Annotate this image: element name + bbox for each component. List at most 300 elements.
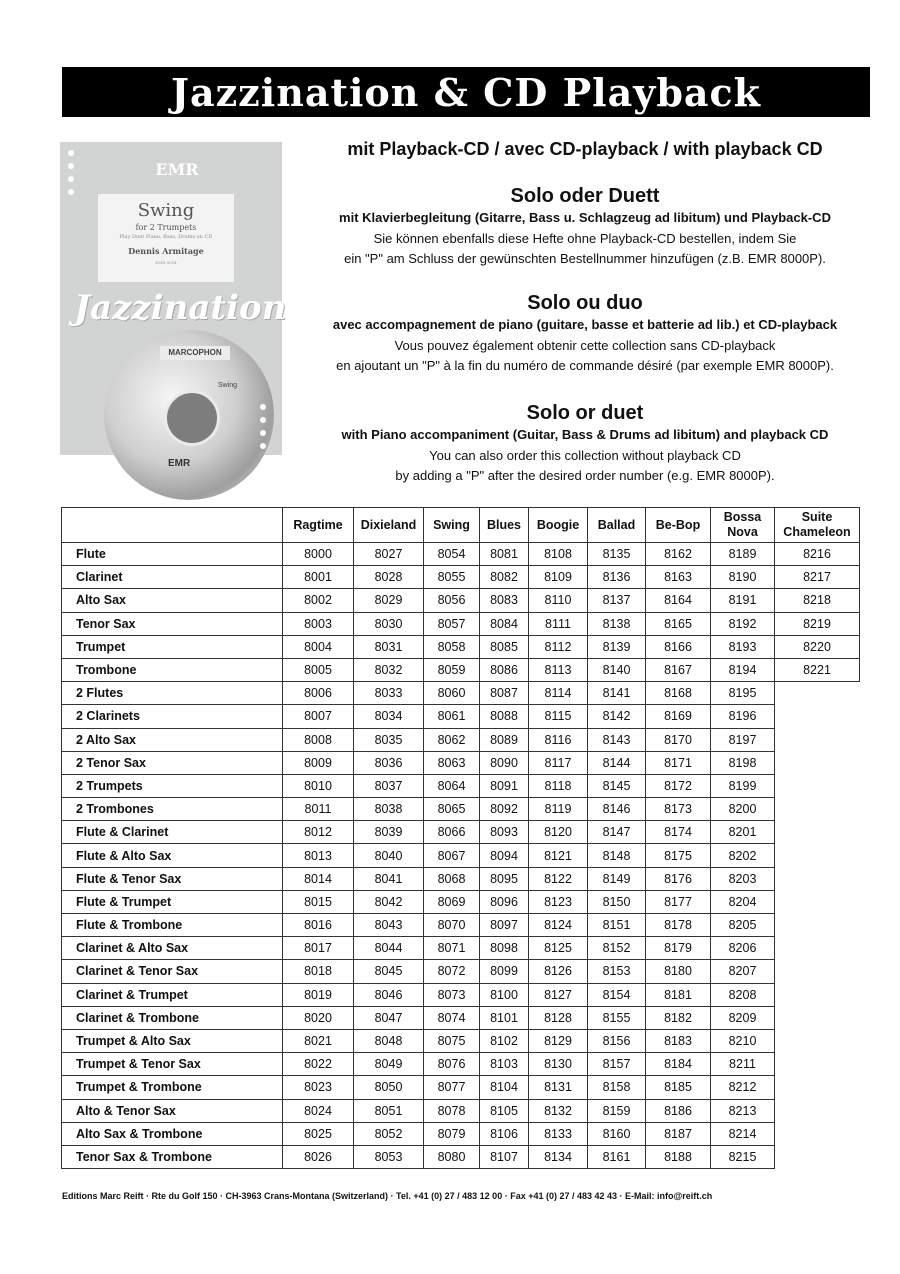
order-number-cell: 8164 bbox=[646, 589, 711, 612]
empty-cell bbox=[775, 844, 860, 867]
order-number-cell: 8101 bbox=[480, 1006, 529, 1029]
order-number-cell: 8194 bbox=[711, 658, 775, 681]
order-number-cell: 8087 bbox=[480, 682, 529, 705]
section-body-line: Sie können ebenfalls diese Hefte ohne Playback-CD bestellen, indem Sie bbox=[373, 231, 797, 246]
order-number-cell: 8034 bbox=[354, 705, 424, 728]
column-header: Bossa Nova bbox=[711, 508, 775, 543]
column-header: Blues bbox=[480, 508, 529, 543]
instrument-name: Trumpet bbox=[62, 635, 283, 658]
order-number-cell: 8090 bbox=[480, 751, 529, 774]
order-number-cell: 8095 bbox=[480, 867, 529, 890]
order-number-cell: 8041 bbox=[354, 867, 424, 890]
order-number-cell: 8203 bbox=[711, 867, 775, 890]
column-header: Swing bbox=[424, 508, 480, 543]
column-header: Ragtime bbox=[283, 508, 354, 543]
order-number-cell: 8132 bbox=[529, 1099, 588, 1122]
column-header: Dixieland bbox=[354, 508, 424, 543]
column-header: Be-Bop bbox=[646, 508, 711, 543]
order-number-cell: 8166 bbox=[646, 635, 711, 658]
empty-cell bbox=[775, 1029, 860, 1052]
table-row bbox=[62, 983, 860, 1006]
order-number-cell: 8197 bbox=[711, 728, 775, 751]
order-number-cell: 8002 bbox=[283, 589, 354, 612]
table-row bbox=[62, 612, 860, 635]
table-row bbox=[62, 1076, 860, 1099]
table-row bbox=[62, 566, 860, 589]
order-number-cell: 8131 bbox=[529, 1076, 588, 1099]
instrument-name: Flute & Alto Sax bbox=[62, 844, 283, 867]
cover-book-title: Swing bbox=[137, 200, 195, 221]
order-number-cell: 8188 bbox=[646, 1145, 711, 1168]
playback-headline: mit Playback-CD / avec CD-playback / with playback CD bbox=[347, 139, 823, 159]
empty-cell bbox=[775, 1006, 860, 1029]
binding-holes bbox=[68, 150, 78, 202]
empty-cell bbox=[775, 821, 860, 844]
order-number-cell: 8031 bbox=[354, 635, 424, 658]
order-number-cell: 8119 bbox=[529, 798, 588, 821]
disc-hub bbox=[164, 390, 220, 446]
section-subtitle: avec accompagnement de piano (guitare, basse et batterie ad lib.) et CD-playback bbox=[332, 317, 838, 332]
cd-disc-image bbox=[104, 330, 274, 500]
order-number-cell: 8125 bbox=[529, 937, 588, 960]
table-header-row bbox=[62, 508, 860, 543]
order-number-cell: 8189 bbox=[711, 543, 775, 566]
table-row bbox=[62, 705, 860, 728]
page-title-banner bbox=[62, 67, 870, 117]
order-number-cell: 8056 bbox=[424, 589, 480, 612]
empty-cell bbox=[775, 914, 860, 937]
order-number-cell: 8038 bbox=[354, 798, 424, 821]
order-number-cell: 8165 bbox=[646, 612, 711, 635]
cover-title-card bbox=[98, 194, 234, 282]
disc-logo: EMR bbox=[168, 458, 191, 469]
order-number-cell: 8120 bbox=[529, 821, 588, 844]
order-number-cell: 8213 bbox=[711, 1099, 775, 1122]
order-number-cell: 8151 bbox=[588, 914, 646, 937]
order-number-cell: 8097 bbox=[480, 914, 529, 937]
order-number-cell: 8061 bbox=[424, 705, 480, 728]
order-number-cell: 8210 bbox=[711, 1029, 775, 1052]
section-body-line: by adding a "P" after the desired order number (e.g. EMR 8000P). bbox=[395, 468, 775, 483]
order-number-cell: 8157 bbox=[588, 1053, 646, 1076]
order-number-cell: 8058 bbox=[424, 635, 480, 658]
order-number-cell: 8004 bbox=[283, 635, 354, 658]
order-number-cell: 8129 bbox=[529, 1029, 588, 1052]
order-number-cell: 8000 bbox=[283, 543, 354, 566]
order-number-cell: 8080 bbox=[424, 1145, 480, 1168]
order-number-cell: 8140 bbox=[588, 658, 646, 681]
publisher-logo: EMR bbox=[155, 160, 199, 179]
order-number-cell: 8124 bbox=[529, 914, 588, 937]
order-number-cell: 8055 bbox=[424, 566, 480, 589]
order-number-cell: 8177 bbox=[646, 890, 711, 913]
order-number-cell: 8196 bbox=[711, 705, 775, 728]
cover-code: EMR 8054 bbox=[155, 260, 177, 265]
order-number-cell: 8149 bbox=[588, 867, 646, 890]
order-number-cell: 8106 bbox=[480, 1122, 529, 1145]
section-german bbox=[290, 185, 880, 269]
order-number-cell: 8143 bbox=[588, 728, 646, 751]
order-number-cell: 8141 bbox=[588, 682, 646, 705]
section-title: Solo ou duo bbox=[527, 292, 643, 314]
order-number-cell: 8027 bbox=[354, 543, 424, 566]
order-number-cell: 8069 bbox=[424, 890, 480, 913]
disc-title: Swing bbox=[218, 382, 238, 389]
order-number-cell: 8005 bbox=[283, 658, 354, 681]
order-number-cell: 8093 bbox=[480, 821, 529, 844]
cover-author: Dennis Armitage bbox=[128, 246, 204, 256]
order-number-cell: 8200 bbox=[711, 798, 775, 821]
order-number-cell: 8047 bbox=[354, 1006, 424, 1029]
order-number-cell: 8199 bbox=[711, 774, 775, 797]
order-number-cell: 8155 bbox=[588, 1006, 646, 1029]
empty-cell bbox=[775, 728, 860, 751]
order-number-cell: 8022 bbox=[283, 1053, 354, 1076]
order-number-cell: 8029 bbox=[354, 589, 424, 612]
instrument-name: Clarinet & Tenor Sax bbox=[62, 960, 283, 983]
order-number-cell: 8128 bbox=[529, 1006, 588, 1029]
column-header: Ballad bbox=[588, 508, 646, 543]
order-number-cell: 8048 bbox=[354, 1029, 424, 1052]
order-number-cell: 8036 bbox=[354, 751, 424, 774]
section-subtitle: with Piano accompaniment (Guitar, Bass & Drums ad libitum) and playback CD bbox=[341, 427, 829, 442]
instrument-name: Flute bbox=[62, 543, 283, 566]
order-number-cell: 8216 bbox=[775, 543, 860, 566]
order-number-cell: 8075 bbox=[424, 1029, 480, 1052]
order-number-cell: 8089 bbox=[480, 728, 529, 751]
instrument-name: Clarinet bbox=[62, 566, 283, 589]
empty-cell bbox=[775, 798, 860, 821]
order-number-cell: 8169 bbox=[646, 705, 711, 728]
order-number-cell: 8033 bbox=[354, 682, 424, 705]
instrument-name: 2 Clarinets bbox=[62, 705, 283, 728]
order-number-cell: 8122 bbox=[529, 867, 588, 890]
order-number-cell: 8167 bbox=[646, 658, 711, 681]
order-number-cell: 8153 bbox=[588, 960, 646, 983]
instrument-name: Flute & Trumpet bbox=[62, 890, 283, 913]
order-number-cell: 8076 bbox=[424, 1053, 480, 1076]
order-number-cell: 8011 bbox=[283, 798, 354, 821]
order-number-cell: 8067 bbox=[424, 844, 480, 867]
order-number-cell: 8024 bbox=[283, 1099, 354, 1122]
order-number-cell: 8204 bbox=[711, 890, 775, 913]
empty-cell bbox=[775, 1122, 860, 1145]
order-number-cell: 8010 bbox=[283, 774, 354, 797]
order-number-cell: 8028 bbox=[354, 566, 424, 589]
order-number-cell: 8217 bbox=[775, 566, 860, 589]
order-number-cell: 8117 bbox=[529, 751, 588, 774]
order-number-cell: 8163 bbox=[646, 566, 711, 589]
order-number-cell: 8064 bbox=[424, 774, 480, 797]
order-number-cell: 8148 bbox=[588, 844, 646, 867]
order-number-cell: 8115 bbox=[529, 705, 588, 728]
order-number-cell: 8202 bbox=[711, 844, 775, 867]
order-number-cell: 8015 bbox=[283, 890, 354, 913]
order-number-cell: 8073 bbox=[424, 983, 480, 1006]
order-number-cell: 8114 bbox=[529, 682, 588, 705]
order-number-cell: 8127 bbox=[529, 983, 588, 1006]
order-number-cell: 8006 bbox=[283, 682, 354, 705]
order-number-cell: 8111 bbox=[529, 612, 588, 635]
table-row bbox=[62, 635, 860, 658]
order-number-cell: 8059 bbox=[424, 658, 480, 681]
empty-cell bbox=[775, 1145, 860, 1168]
order-number-cell: 8049 bbox=[354, 1053, 424, 1076]
order-number-cell: 8118 bbox=[529, 774, 588, 797]
order-number-cell: 8104 bbox=[480, 1076, 529, 1099]
order-number-cell: 8108 bbox=[529, 543, 588, 566]
instrument-name: Alto Sax bbox=[62, 589, 283, 612]
order-number-cell: 8221 bbox=[775, 658, 860, 681]
order-number-cell: 8139 bbox=[588, 635, 646, 658]
order-number-cell: 8001 bbox=[283, 566, 354, 589]
order-number-cell: 8023 bbox=[283, 1076, 354, 1099]
empty-cell bbox=[775, 1099, 860, 1122]
order-number-cell: 8171 bbox=[646, 751, 711, 774]
order-number-cell: 8107 bbox=[480, 1145, 529, 1168]
table-row bbox=[62, 543, 860, 566]
column-header: Boogie bbox=[529, 508, 588, 543]
order-number-cell: 8207 bbox=[711, 960, 775, 983]
order-number-cell: 8181 bbox=[646, 983, 711, 1006]
order-number-cell: 8180 bbox=[646, 960, 711, 983]
order-number-cell: 8057 bbox=[424, 612, 480, 635]
order-number-cell: 8003 bbox=[283, 612, 354, 635]
section-english bbox=[290, 402, 880, 486]
order-number-cell: 8060 bbox=[424, 682, 480, 705]
order-number-cell: 8053 bbox=[354, 1145, 424, 1168]
instrument-name: Clarinet & Trumpet bbox=[62, 983, 283, 1006]
table-row bbox=[62, 1029, 860, 1052]
instrument-name: Clarinet & Trombone bbox=[62, 1006, 283, 1029]
section-body-line: ein "P" am Schluss der gewünschten Bestellnummer hinzufügen (z.B. EMR 8000P). bbox=[344, 251, 826, 266]
order-number-cell: 8084 bbox=[480, 612, 529, 635]
order-number-cell: 8193 bbox=[711, 635, 775, 658]
cover-book-subtitle: for 2 Trumpets bbox=[135, 223, 197, 232]
instrument-name: Tenor Sax & Trombone bbox=[62, 1145, 283, 1168]
empty-cell bbox=[775, 937, 860, 960]
section-title: Solo or duet bbox=[526, 402, 644, 424]
order-number-cell: 8184 bbox=[646, 1053, 711, 1076]
instrument-name: Flute & Trombone bbox=[62, 914, 283, 937]
table-row bbox=[62, 960, 860, 983]
order-number-cell: 8100 bbox=[480, 983, 529, 1006]
order-number-cell: 8054 bbox=[424, 543, 480, 566]
order-number-cell: 8112 bbox=[529, 635, 588, 658]
instrument-name: Trombone bbox=[62, 658, 283, 681]
order-number-cell: 8068 bbox=[424, 867, 480, 890]
table-row bbox=[62, 914, 860, 937]
order-number-cell: 8168 bbox=[646, 682, 711, 705]
order-number-cell: 8007 bbox=[283, 705, 354, 728]
order-number-cell: 8205 bbox=[711, 914, 775, 937]
order-number-cell: 8050 bbox=[354, 1076, 424, 1099]
order-number-cell: 8170 bbox=[646, 728, 711, 751]
header-instrument bbox=[62, 508, 283, 543]
table-row bbox=[62, 682, 860, 705]
order-number-cell: 8096 bbox=[480, 890, 529, 913]
section-body-line: Vous pouvez également obtenir cette collection sans CD-playback bbox=[394, 338, 776, 353]
order-number-cell: 8133 bbox=[529, 1122, 588, 1145]
table-row bbox=[62, 1006, 860, 1029]
order-number-cell: 8126 bbox=[529, 960, 588, 983]
order-number-cell: 8218 bbox=[775, 589, 860, 612]
order-number-cell: 8173 bbox=[646, 798, 711, 821]
order-number-cell: 8098 bbox=[480, 937, 529, 960]
order-number-cell: 8013 bbox=[283, 844, 354, 867]
disc-label: MARCOPHON bbox=[160, 346, 230, 360]
section-title: Solo oder Duett bbox=[510, 185, 660, 207]
order-number-cell: 8081 bbox=[480, 543, 529, 566]
order-number-cell: 8085 bbox=[480, 635, 529, 658]
order-number-cell: 8043 bbox=[354, 914, 424, 937]
order-number-cell: 8198 bbox=[711, 751, 775, 774]
order-number-cell: 8195 bbox=[711, 682, 775, 705]
order-number-cell: 8175 bbox=[646, 844, 711, 867]
order-number-cell: 8113 bbox=[529, 658, 588, 681]
order-number-cell: 8044 bbox=[354, 937, 424, 960]
order-number-cell: 8099 bbox=[480, 960, 529, 983]
instrument-name: Alto Sax & Trombone bbox=[62, 1122, 283, 1145]
order-number-cell: 8215 bbox=[711, 1145, 775, 1168]
order-number-table bbox=[61, 507, 860, 1169]
order-number-cell: 8116 bbox=[529, 728, 588, 751]
order-number-cell: 8039 bbox=[354, 821, 424, 844]
order-number-cell: 8138 bbox=[588, 612, 646, 635]
order-number-cell: 8091 bbox=[480, 774, 529, 797]
empty-cell bbox=[775, 983, 860, 1006]
order-number-cell: 8072 bbox=[424, 960, 480, 983]
table-row bbox=[62, 1099, 860, 1122]
order-number-cell: 8094 bbox=[480, 844, 529, 867]
order-number-cell: 8160 bbox=[588, 1122, 646, 1145]
order-number-cell: 8065 bbox=[424, 798, 480, 821]
instrument-name: 2 Tenor Sax bbox=[62, 751, 283, 774]
order-number-cell: 8134 bbox=[529, 1145, 588, 1168]
order-number-cell: 8088 bbox=[480, 705, 529, 728]
order-number-cell: 8135 bbox=[588, 543, 646, 566]
cover-image bbox=[60, 142, 287, 469]
table-row bbox=[62, 658, 860, 681]
order-number-cell: 8174 bbox=[646, 821, 711, 844]
order-number-cell: 8208 bbox=[711, 983, 775, 1006]
order-number-cell: 8144 bbox=[588, 751, 646, 774]
empty-cell bbox=[775, 1053, 860, 1076]
order-number-cell: 8172 bbox=[646, 774, 711, 797]
order-number-cell: 8042 bbox=[354, 890, 424, 913]
instrument-name: 2 Trumpets bbox=[62, 774, 283, 797]
instrument-name: Clarinet & Alto Sax bbox=[62, 937, 283, 960]
order-number-cell: 8161 bbox=[588, 1145, 646, 1168]
order-number-cell: 8018 bbox=[283, 960, 354, 983]
table-row bbox=[62, 589, 860, 612]
instrument-name: Flute & Clarinet bbox=[62, 821, 283, 844]
table-row bbox=[62, 1053, 860, 1076]
order-number-cell: 8035 bbox=[354, 728, 424, 751]
order-number-cell: 8219 bbox=[775, 612, 860, 635]
empty-cell bbox=[775, 867, 860, 890]
order-number-cell: 8105 bbox=[480, 1099, 529, 1122]
order-number-cell: 8150 bbox=[588, 890, 646, 913]
order-number-cell: 8040 bbox=[354, 844, 424, 867]
order-number-cell: 8152 bbox=[588, 937, 646, 960]
order-number-cell: 8025 bbox=[283, 1122, 354, 1145]
empty-cell bbox=[775, 705, 860, 728]
order-number-cell: 8109 bbox=[529, 566, 588, 589]
order-number-cell: 8009 bbox=[283, 751, 354, 774]
order-number-cell: 8206 bbox=[711, 937, 775, 960]
order-number-cell: 8156 bbox=[588, 1029, 646, 1052]
order-number-cell: 8086 bbox=[480, 658, 529, 681]
empty-cell bbox=[775, 682, 860, 705]
order-number-cell: 8046 bbox=[354, 983, 424, 1006]
instrument-name: 2 Flutes bbox=[62, 682, 283, 705]
table-row bbox=[62, 774, 860, 797]
table-row bbox=[62, 751, 860, 774]
empty-cell bbox=[775, 751, 860, 774]
table-row bbox=[62, 1122, 860, 1145]
order-number-cell: 8185 bbox=[646, 1076, 711, 1099]
order-number-cell: 8162 bbox=[646, 543, 711, 566]
order-number-cell: 8179 bbox=[646, 937, 711, 960]
order-number-cell: 8071 bbox=[424, 937, 480, 960]
instrument-name: Trumpet & Tenor Sax bbox=[62, 1053, 283, 1076]
empty-cell bbox=[775, 774, 860, 797]
table-row bbox=[62, 937, 860, 960]
order-number-cell: 8211 bbox=[711, 1053, 775, 1076]
empty-cell bbox=[775, 890, 860, 913]
table-row bbox=[62, 890, 860, 913]
order-number-cell: 8052 bbox=[354, 1122, 424, 1145]
order-number-cell: 8178 bbox=[646, 914, 711, 937]
instrument-name: Trumpet & Trombone bbox=[62, 1076, 283, 1099]
table-row bbox=[62, 867, 860, 890]
order-number-cell: 8014 bbox=[283, 867, 354, 890]
order-number-cell: 8214 bbox=[711, 1122, 775, 1145]
order-number-cell: 8017 bbox=[283, 937, 354, 960]
order-number-cell: 8209 bbox=[711, 1006, 775, 1029]
order-number-cell: 8191 bbox=[711, 589, 775, 612]
empty-cell bbox=[775, 1076, 860, 1099]
order-number-cell: 8146 bbox=[588, 798, 646, 821]
order-number-cell: 8103 bbox=[480, 1053, 529, 1076]
order-number-cell: 8220 bbox=[775, 635, 860, 658]
cover-book-instrumentation: Play Duet Piano, Bass, Drums on CD bbox=[119, 234, 213, 240]
order-number-cell: 8123 bbox=[529, 890, 588, 913]
order-number-cell: 8026 bbox=[283, 1145, 354, 1168]
order-number-cell: 8102 bbox=[480, 1029, 529, 1052]
order-number-cell: 8078 bbox=[424, 1099, 480, 1122]
order-number-cell: 8030 bbox=[354, 612, 424, 635]
order-number-cell: 8077 bbox=[424, 1076, 480, 1099]
instrument-name: 2 Alto Sax bbox=[62, 728, 283, 751]
section-body-line: You can also order this collection without playback CD bbox=[429, 448, 741, 463]
table-row bbox=[62, 1145, 860, 1168]
order-number-cell: 8192 bbox=[711, 612, 775, 635]
order-number-cell: 8092 bbox=[480, 798, 529, 821]
instrument-name: 2 Trombones bbox=[62, 798, 283, 821]
section-subtitle: mit Klavierbegleitung (Gitarre, Bass u. Schlagzeug ad libitum) und Playback-CD bbox=[339, 210, 831, 225]
binding-holes-right bbox=[260, 404, 270, 456]
empty-cell bbox=[775, 960, 860, 983]
instrument-name: Trumpet & Alto Sax bbox=[62, 1029, 283, 1052]
order-number-cell: 8183 bbox=[646, 1029, 711, 1052]
order-number-cell: 8212 bbox=[711, 1076, 775, 1099]
order-number-cell: 8186 bbox=[646, 1099, 711, 1122]
instrument-name: Flute & Tenor Sax bbox=[62, 867, 283, 890]
order-number-cell: 8063 bbox=[424, 751, 480, 774]
order-number-cell: 8154 bbox=[588, 983, 646, 1006]
